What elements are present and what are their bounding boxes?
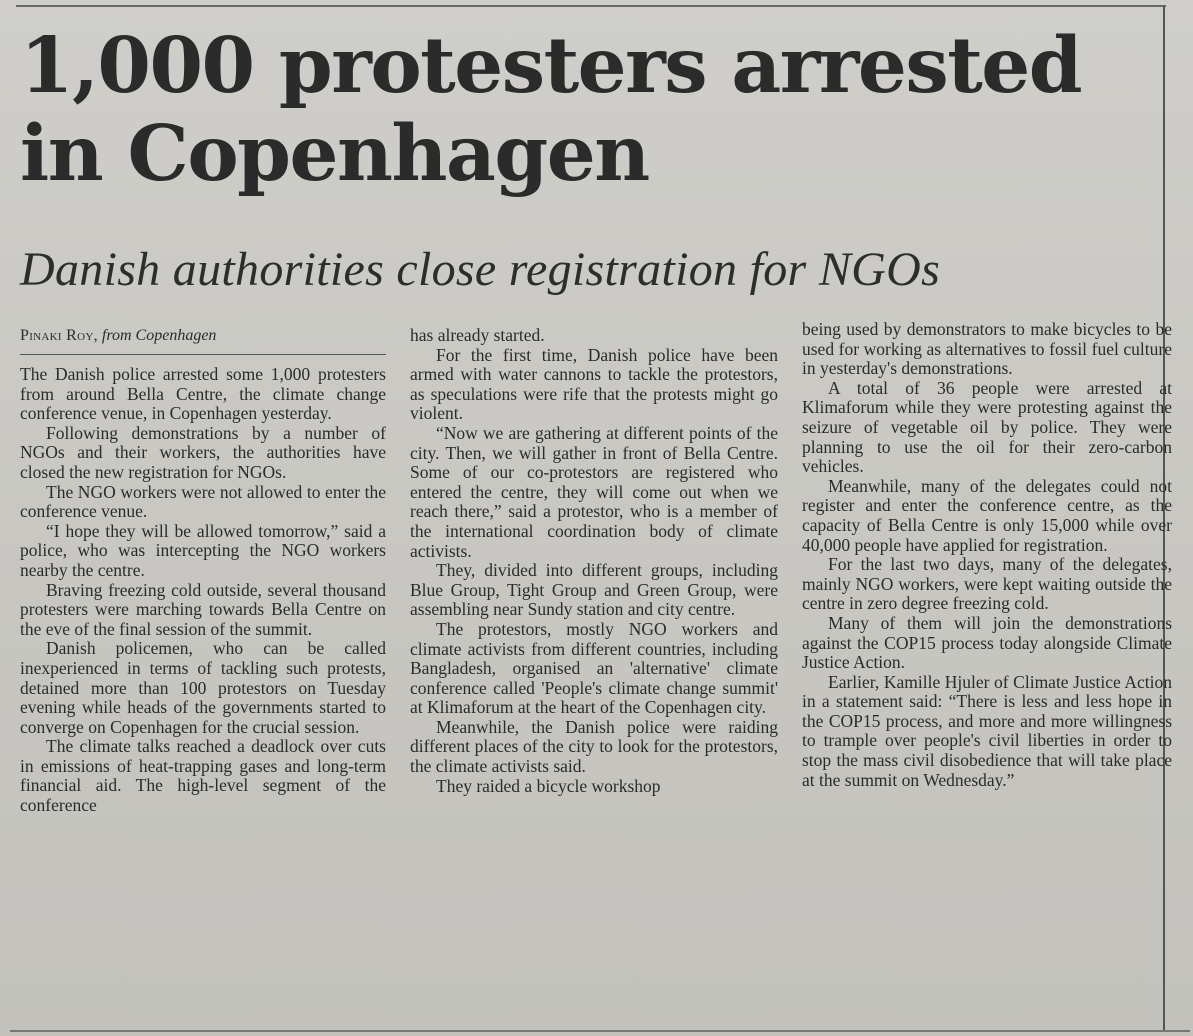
article-column-1 — [20, 326, 386, 816]
paragraph: Many of them will join the demonstrations against the COP15 process today alongside Climate Justice Action. — [802, 612, 1172, 673]
paragraph: Earlier, Kamille Hjuler of Climate Justice Action in a statement said: “There is less and less hope in the COP15 process, and more and more willingness to trample over people's civil liberties in order to stop the mass civil disobedience that will take place at the summit on Wednesday.” — [802, 671, 1172, 790]
paragraph: The Danish police arrested some 1,000 protesters from around Bella Centre, the climate change conference venue, in Copenhagen yesterday. — [20, 364, 386, 424]
article-column-3 — [802, 320, 1172, 790]
byline-location: from Copenhagen — [101, 327, 217, 344]
paragraph: Danish policemen, who can be called inexperienced in terms of tackling such protests, detained more than 100 protestors on Tuesday evening while heads of the governments started to converge on Copenhagen for the crucial session. — [20, 638, 386, 737]
paragraph: The NGO workers were not allowed to enter the conference venue. — [20, 481, 386, 522]
subheadline: Danish authorities close registration for NGOs — [20, 243, 941, 296]
paragraph: The climate talks reached a deadlock over cuts in emissions of heat-trapping gases and long-term financial aid. The high-level segment of the conference — [20, 736, 386, 816]
paragraph: Following demonstrations by a number of NGOs and their workers, the authorities have closed the new registration for NGOs. — [20, 422, 386, 482]
byline-author: Pinaki Roy, — [20, 327, 98, 344]
article-column-2 — [410, 326, 778, 796]
paragraph: A total of 36 people were arrested at Klimaforum while they were protesting against the seizure of vegetable oil by police. They were planning to use the oil for their zero-carbon vehicles. — [802, 377, 1172, 477]
paragraph: For the last two days, many of the delegates, mainly NGO workers, were kept waiting outside the centre in zero degree freezing cold. — [802, 554, 1172, 614]
bottom-rule — [10, 1030, 1190, 1032]
headline: 1,000 protesters arrested in Copenhagen — [20, 21, 1082, 199]
paragraph: Meanwhile, the Danish police were raiding different places of the city to look for the protestors, the climate activists said. — [410, 716, 778, 777]
paragraph: Meanwhile, many of the delegates could not register and enter the conference centre, as the capacity of Bella Centre is only 15,000 while over 40,000 people have applied for registration. — [802, 475, 1172, 555]
paragraph: “I hope they will be allowed tomorrow,” said a police, who was intercepting the NGO workers nearby the centre. — [20, 520, 386, 580]
byline — [20, 326, 386, 355]
paragraph: They raided a bicycle workshop — [436, 775, 661, 796]
paragraph: Braving freezing cold outside, several thousand protesters were marching towards Bella Centre on the eve of the final session of the summit. — [20, 579, 386, 639]
paragraph: For the first time, Danish police have been armed with water cannons to tackle the protestors, as speculations were rife that the protests might go violent. — [410, 344, 778, 424]
paragraph: The protestors, mostly NGO workers and climate activists from different countries, including Bangladesh, organised an 'alternative' climate conference called 'People's climate change summit' at Klimaforum at the heart of the Copenhagen city. — [410, 618, 778, 718]
paragraph: They, divided into different groups, including Blue Group, Tight Group and Green Group, were assembling near Sundy station and city centre. — [410, 560, 778, 620]
paragraph: “Now we are gathering at different points of the city. Then, we will gather in front of Bella Centre. Some of our co-protestors are registered who entered the centre, they will come out when we reach there,” said a protestor, who is a member of the international coordination body of climate activists. — [410, 422, 778, 561]
paragraph: being used by demonstrators to make bicycles to be used for working as alternatives to fossil fuel culture in yesterday's demonstrations. — [802, 319, 1172, 379]
paragraph: has already started. — [410, 325, 545, 345]
top-rule — [16, 5, 1166, 7]
